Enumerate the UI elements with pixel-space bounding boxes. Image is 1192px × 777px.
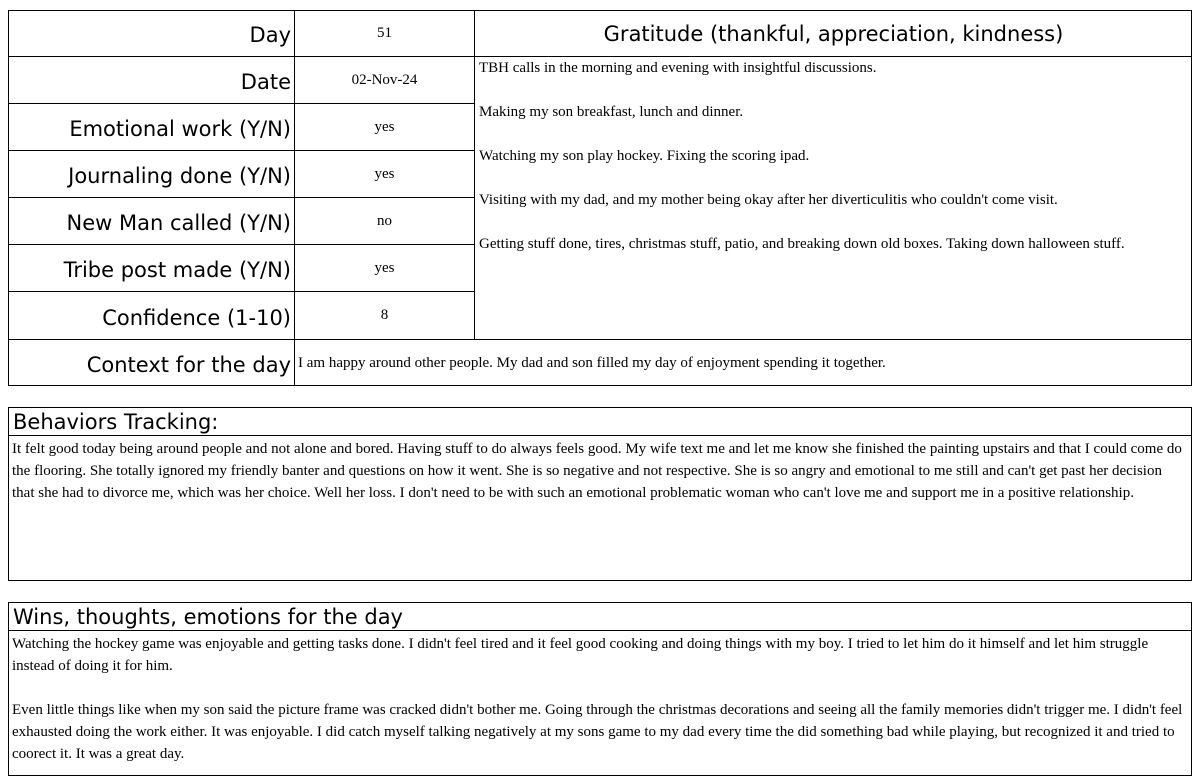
wins-title: Wins, thoughts, emotions for the day <box>9 603 1191 631</box>
confidence-value: 8 <box>380 307 389 323</box>
day-value: 51 <box>377 25 392 41</box>
date-value: 02-Nov-24 <box>351 71 418 88</box>
behaviors-text <box>9 436 1191 504</box>
gratitude-item: Watching my son play hockey. Fixing the scoring ipad. <box>479 148 810 164</box>
day-label: Day <box>249 23 291 47</box>
emotional-work-value: yes <box>374 118 395 135</box>
gratitude-item: TBH calls in the morning and evening with insightful discussions. <box>479 60 877 76</box>
emotional-work-label: Emotional work (Y/N) <box>69 117 291 141</box>
wins-section <box>8 602 1192 776</box>
journaling-value: yes <box>374 165 395 182</box>
gratitude-item: Making my son breakfast, lunch and dinner. <box>479 104 744 120</box>
wins-text <box>9 631 1191 765</box>
behaviors-section <box>8 407 1192 581</box>
new-man-called-value: no <box>377 212 392 229</box>
gratitude-item: Getting stuff done, tires, christmas stuff, patio, and breaking down old boxes. Taking down halloween stuff. <box>479 236 1125 252</box>
context-label: Context for the day <box>86 353 291 377</box>
gratitude-list <box>475 57 1192 339</box>
behaviors-paragraph: It felt good today being around people and not alone and bored. Having stuff to do always feels good. My wife text me and let me know she finished the painting upstairs and that I could come do the flooring. She totally ignored my friendly banter and questions on how it went. She is so negative and not respective. She is so angry and emotional to me still and can't get past her decision that she had to divorce me, which was her choice. Well her loss. I don't need to be with such an emotional problematic woman who can't love me and support me in a positive relationship. <box>12 441 1182 501</box>
wins-paragraph: Watching the hockey game was enjoyable and getting tasks done. I didn't feel tired and it feel good cooking and doing things with my boy. I tried to let him do it himself and let him struggle instead of doing it for him. <box>12 636 1149 674</box>
journaling-label: Journaling done (Y/N) <box>68 164 291 188</box>
new-man-called-label: New Man called (Y/N) <box>66 211 291 235</box>
date-label: Date <box>240 70 291 94</box>
tribe-post-value: yes <box>374 259 395 276</box>
gratitude-item: Visiting with my dad, and my mother being okay after her diverticulitis who couldn't come visit. <box>479 192 1058 208</box>
context-text: I am happy around other people. My dad and son filled my day of enjoyment spending it together. <box>298 354 886 371</box>
wins-paragraph: Even little things like when my son said the picture frame was cracked didn't bother me. Going through the christmas decorations and seeing all the family memories didn't trigger me. I didn't feel exhausted doing the work either. It was enjoyable. I did catch myself talking negatively at my sons game to my dad every time the did something bad while playing, but recognized it and tried to coorect it. It was a great day. <box>12 702 1183 762</box>
daily-log-table <box>8 10 1192 386</box>
behaviors-title: Behaviors Tracking: <box>9 408 1191 436</box>
confidence-label: Confidence (1-10) <box>102 306 291 330</box>
tribe-post-label: Tribe post made (Y/N) <box>63 258 291 282</box>
gratitude-title: Gratitude (thankful, appreciation, kindness) <box>603 21 1064 46</box>
